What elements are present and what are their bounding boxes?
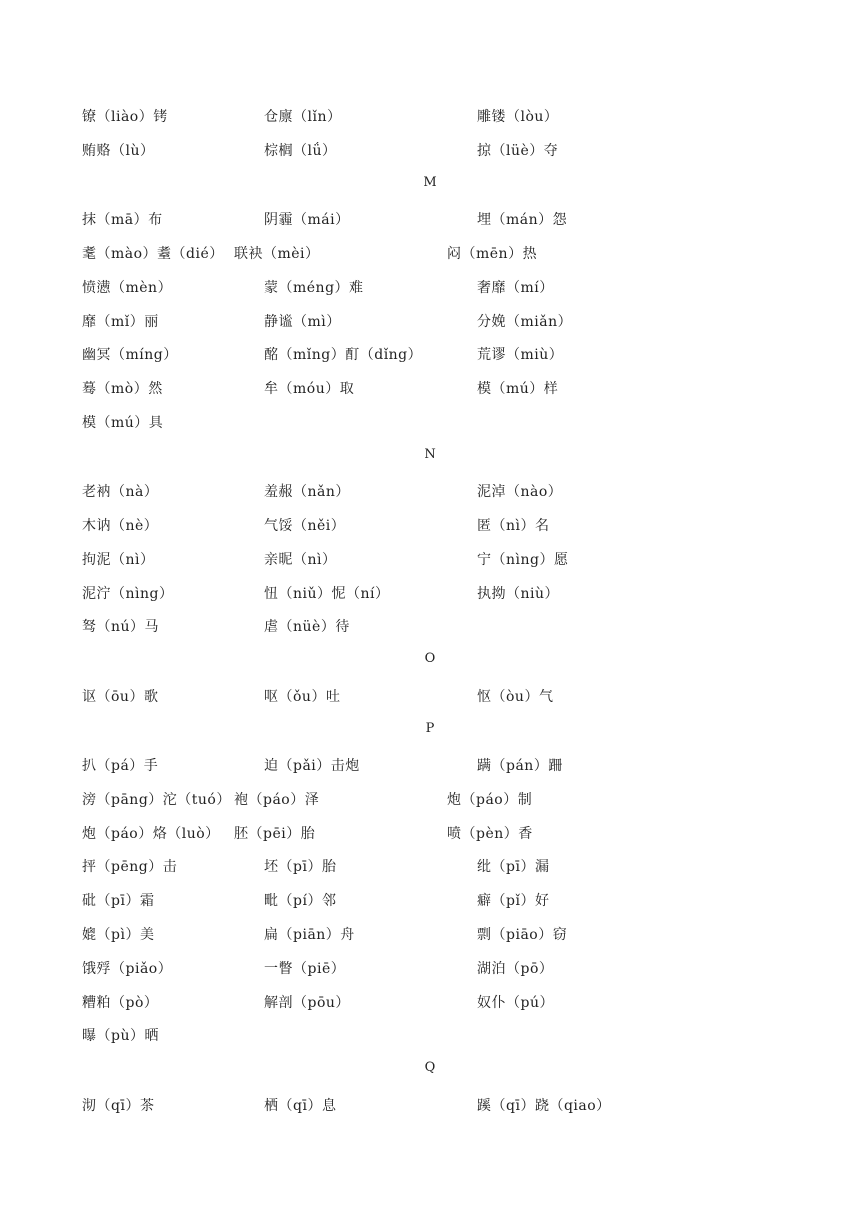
word-entry: 荒谬（miù）	[477, 347, 564, 364]
word-entry: 呕（ǒu）吐	[264, 688, 341, 705]
word-entry: 饿殍（piǎo）	[82, 960, 173, 977]
word-entry: 愤懑（mèn）	[82, 279, 173, 296]
word-entry: 蹊（qī）跷（qiao）	[477, 1097, 611, 1114]
word-entry: 奴仆（pú）	[477, 994, 554, 1011]
word-entry: 牟（móu）取	[264, 381, 355, 398]
word-entry: 分娩（miǎn）	[477, 313, 573, 330]
word-entry: 阴霾（mái）	[264, 212, 350, 229]
word-row	[0, 822, 860, 846]
word-entry: 模（mú）样	[477, 381, 559, 398]
word-entry: 耄（mào）耋（dié）	[82, 245, 224, 262]
word-entry: 糟粕（pò）	[82, 994, 159, 1011]
word-entry: 抹（mā）布	[82, 212, 163, 229]
word-entry: 模（mú）具	[82, 414, 164, 431]
word-entry: 沏（qī）茶	[82, 1097, 155, 1114]
word-row	[0, 957, 860, 981]
word-entry: 湖泊（pō）	[477, 960, 554, 977]
word-entry: 毗（pí）邻	[264, 893, 337, 910]
word-entry: 栖（qī）息	[264, 1097, 337, 1114]
word-entry: 虐（nüè）待	[264, 619, 350, 636]
word-entry: 蓦（mò）然	[82, 381, 163, 398]
word-entry: 坯（pī）胎	[264, 859, 337, 876]
word-entry: 解剖（pōu）	[264, 994, 350, 1011]
word-entry: 宁（nìng）愿	[477, 551, 569, 568]
word-entry: 砒（pī）霜	[82, 893, 155, 910]
word-entry: 滂（pāng）沱（tuó）	[82, 791, 231, 808]
word-entry: 棕榈（lǘ）	[264, 142, 337, 159]
word-entry: 袍（páo）泽	[234, 791, 320, 808]
word-row	[0, 377, 860, 401]
word-row	[0, 923, 860, 947]
word-row	[0, 1094, 860, 1118]
word-row	[0, 685, 860, 709]
word-row	[0, 615, 860, 639]
word-row	[0, 242, 860, 266]
section-letter-heading: P	[425, 720, 435, 736]
word-entry: 幽冥（míng）	[82, 347, 178, 364]
word-entry: 抨（pēng）击	[82, 859, 178, 876]
word-entry: 一瞥（piē）	[264, 960, 346, 977]
word-entry: 扁（piān）舟	[264, 927, 355, 943]
word-entry: 雕镂（lòu）	[477, 109, 559, 125]
word-row	[0, 548, 860, 572]
word-entry: 泥淖（nào）	[477, 484, 563, 501]
word-entry: 匿（nì）名	[477, 518, 550, 534]
word-entry: 蒙（méng）难	[264, 279, 364, 296]
word-row	[0, 582, 860, 606]
word-entry: 剽（piāo）窃	[477, 927, 568, 943]
word-row	[0, 855, 860, 879]
word-row	[0, 310, 860, 334]
word-entry: 炮（páo）烙（luò）	[82, 825, 220, 842]
word-row	[0, 139, 860, 163]
word-row	[0, 754, 860, 778]
word-entry: 羞赧（nǎn）	[264, 484, 350, 501]
word-entry: 喷（pèn）香	[447, 825, 533, 842]
word-entry: 泥泞（nìng）	[82, 585, 174, 602]
word-entry: 蹒（pán）跚	[477, 758, 563, 774]
section-letter-heading: M	[423, 174, 437, 190]
word-entry: 靡（mǐ）丽	[82, 313, 159, 330]
section-letter-heading: N	[424, 446, 436, 462]
word-row	[0, 514, 860, 538]
word-entry: 气馁（něi）	[264, 518, 346, 534]
word-entry: 媲（pì）美	[82, 927, 155, 943]
word-entry: 亲昵（nì）	[264, 551, 337, 568]
word-entry: 老衲（nà）	[82, 484, 159, 501]
word-entry: 木讷（nè）	[82, 518, 159, 534]
word-entry: 怄（òu）气	[477, 688, 554, 705]
word-entry: 奢靡（mí）	[477, 279, 554, 296]
word-entry: 癖（pǐ）好	[477, 893, 550, 910]
word-entry: 纰（pī）漏	[477, 859, 550, 876]
word-row	[0, 889, 860, 913]
word-entry: 讴（ōu）歌	[82, 688, 159, 705]
word-row	[0, 343, 860, 367]
word-entry: 贿赂（lù）	[82, 142, 155, 159]
word-row	[0, 1024, 860, 1048]
word-entry: 仓廪（lǐn）	[264, 109, 342, 125]
word-row	[0, 208, 860, 232]
word-entry: 驽（nú）马	[82, 619, 160, 636]
word-entry: 酩（mǐng）酊（dǐng）	[264, 347, 423, 364]
word-row	[0, 276, 860, 300]
word-entry: 执拗（niù）	[477, 585, 560, 602]
word-entry: 镣（liào）铐	[82, 109, 168, 125]
word-entry: 胚（pēi）胎	[234, 825, 316, 842]
word-entry: 静谧（mì）	[264, 313, 341, 330]
word-entry: 曝（pù）晒	[82, 1028, 159, 1045]
word-entry: 忸（niǔ）怩（ní）	[264, 585, 390, 602]
section-letter-heading: Q	[424, 1060, 436, 1076]
word-entry: 迫（pǎi）击炮	[264, 758, 360, 774]
word-entry: 掠（lüè）夺	[477, 142, 559, 159]
section-letter-heading: O	[424, 651, 436, 667]
word-entry: 联袂（mèi）	[234, 245, 320, 262]
word-entry: 埋（mán）怨	[477, 212, 568, 229]
word-entry: 扒（pá）手	[82, 758, 159, 774]
word-row	[0, 411, 860, 435]
word-row	[0, 788, 860, 812]
word-entry: 拘泥（nì）	[82, 551, 155, 568]
word-row	[0, 991, 860, 1015]
word-entry: 闷（mēn）热	[447, 245, 538, 262]
word-row	[0, 105, 860, 129]
word-row	[0, 480, 860, 504]
word-entry: 炮（páo）制	[447, 791, 533, 808]
